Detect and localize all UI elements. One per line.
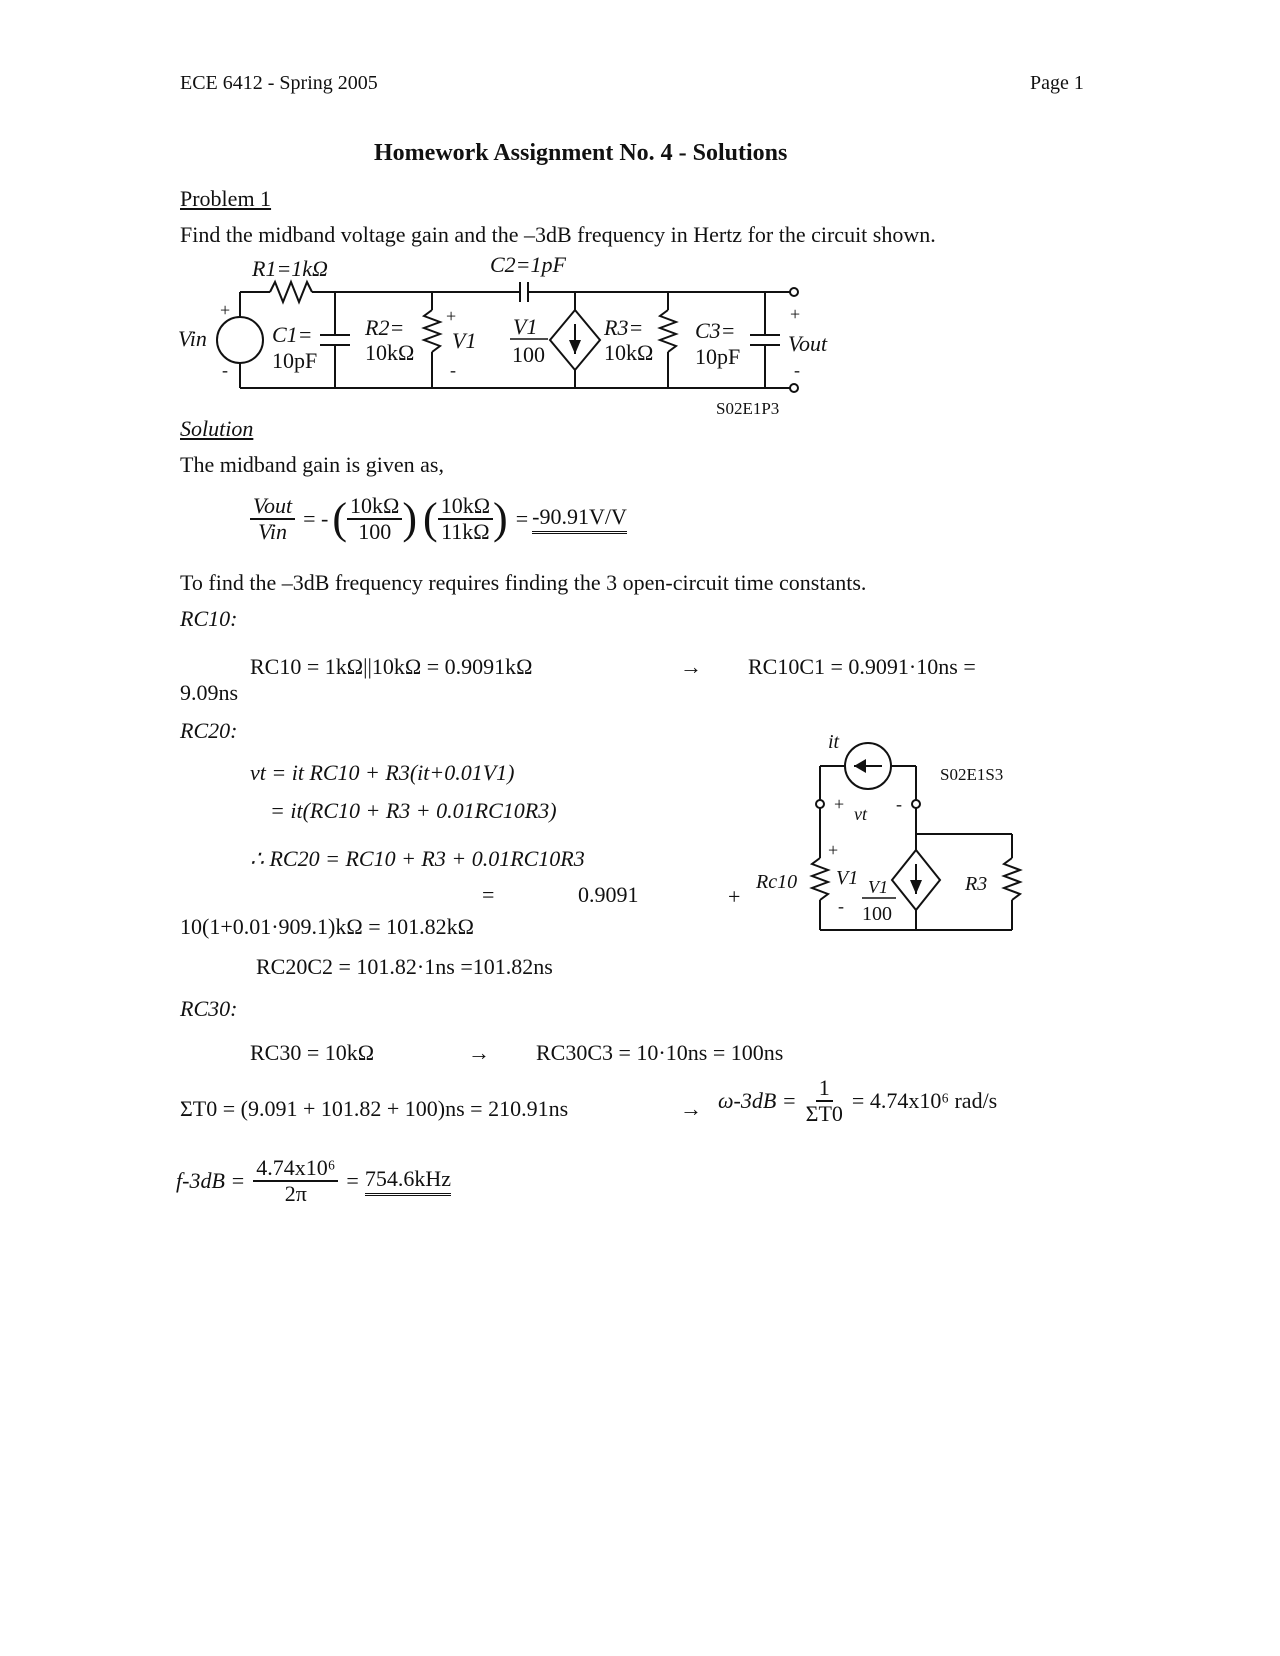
c3-label-a: C3= (695, 318, 736, 343)
gain-lhs-den: Vin (258, 519, 288, 545)
v1-label: V1 (836, 867, 859, 889)
rc20-line-2: = it(RC10 + R3 + 0.01RC10R3) (270, 798, 557, 823)
vt-minus: - (896, 794, 902, 814)
rc10-equation: RC10 = 1kΩ||10kΩ = 0.9091kΩ (250, 654, 533, 679)
c2-label: C2=1pF (490, 252, 566, 277)
vin-label: Vin (178, 326, 207, 351)
rc20-line-5: 10(1+0.01·909.1)kΩ = 101.82kΩ (180, 914, 474, 939)
paren: ( (423, 494, 438, 544)
gm-numerator: V1 (513, 314, 538, 339)
document-title: Homework Assignment No. 4 - Solutions (374, 140, 788, 166)
page-number: Page 1 (1030, 72, 1084, 94)
gain-lhs-num: Vout (250, 494, 295, 520)
midband-intro: The midband gain is given as, (180, 452, 444, 477)
rc20-line-4-value: 0.9091 (578, 882, 639, 907)
rc20-line-1: vt = it RC10 + R3(it+0.01V1) (250, 760, 515, 785)
gain-f1-den: 100 (358, 519, 392, 545)
sum-time-constants: ΣT0 = (9.091 + 101.82 + 100)ns = 210.91ns (180, 1096, 569, 1121)
gm-denominator: 100 (512, 342, 545, 367)
f3db-lhs: f-3dB = (176, 1168, 246, 1194)
v1-label: V1 (452, 328, 477, 353)
gm-numerator: V1 (868, 877, 888, 897)
f3db-eq: = (346, 1168, 359, 1194)
circuit1-id: S02E1P3 (716, 399, 780, 418)
r2-label-b: 10kΩ (365, 340, 415, 365)
rc30-equation: RC30 = 10kΩ (250, 1040, 375, 1065)
r2-label-a: R2= (365, 315, 405, 340)
rc30-arrow: → (468, 1040, 490, 1065)
paren: ( (332, 494, 348, 544)
rc20-line-4-plus: + (728, 884, 741, 909)
rc20-time-constant: RC20C2 = 101.82·1ns =101.82ns (256, 954, 553, 979)
circuit2-id: S02E1S3 (940, 765, 1004, 784)
problem-label: Problem 1 (180, 186, 272, 211)
solution-label: Solution (180, 416, 254, 441)
rc10-result: 9.09ns (180, 680, 239, 705)
rc10-label: Rc10 (756, 871, 798, 893)
c1-label-a: C1= (272, 322, 313, 347)
v1-minus: - (838, 896, 844, 916)
sum-arrow: → (680, 1096, 702, 1121)
f3db-num: 4.74x10⁶ (253, 1156, 338, 1182)
paren: ) (493, 494, 508, 544)
vt-label: vt (854, 804, 867, 824)
it-label: it (828, 731, 840, 753)
rc30-label: RC30: (180, 996, 238, 1021)
paren: ) (402, 494, 418, 544)
gain-f1-num: 10kΩ (347, 494, 402, 520)
rc30-time-constant: RC30C3 = 10·10ns = 100ns (536, 1040, 784, 1065)
gain-f2-num: 10kΩ (438, 494, 493, 520)
v1-plus: + (828, 840, 839, 860)
vout-minus: - (794, 360, 800, 380)
vout-plus: + (790, 304, 801, 324)
gain-eq-sign: = - (303, 506, 329, 532)
omega-lhs: ω-3dB = (718, 1088, 797, 1114)
rc20-line-4-eq: = (482, 882, 495, 907)
omega-equation (718, 1076, 997, 1126)
circuit-diagram-1 (170, 250, 850, 420)
rc20-label: RC20: (180, 718, 238, 743)
f3db-result: 754.6kHz (365, 1166, 451, 1196)
r3-label-a: R3= (604, 315, 644, 340)
course-header: ECE 6412 - Spring 2005 (180, 72, 378, 94)
rc10-arrow: → (680, 654, 702, 679)
rc10-label: RC10: (180, 606, 238, 631)
v1-minus: - (450, 360, 456, 380)
vin-plus: + (220, 300, 231, 320)
r1-label: R1=1kΩ (252, 256, 328, 281)
omega-num: 1 (816, 1076, 833, 1102)
gm-denominator: 100 (862, 903, 892, 925)
r3-label-b: 10kΩ (604, 340, 654, 365)
omega-result: = 4.74x10⁶ rad/s (851, 1088, 998, 1114)
omega-den: ΣT0 (805, 1101, 843, 1127)
v1-plus: + (446, 306, 457, 326)
rc20-line-3: ∴ RC20 = RC10 + R3 + 0.01RC10R3 (250, 846, 585, 871)
vt-plus: + (834, 794, 845, 814)
time-constant-intro: To find the –3dB frequency requires finding the 3 open-circuit time constants. (180, 570, 867, 595)
vin-minus: - (222, 360, 228, 380)
vout-label: Vout (788, 331, 828, 356)
gain-result: -90.91V/V (532, 504, 627, 534)
rc10-time-constant: RC10C1 = 0.9091·10ns = (748, 654, 976, 679)
circuit-diagram-2 (750, 730, 1080, 950)
r3-label: R3 (965, 873, 988, 895)
gain-f2-den: 11kΩ (441, 519, 490, 545)
problem-statement: Find the midband voltage gain and the –3dB frequency in Hertz for the circuit shown. (180, 222, 936, 247)
gain-result-eq: = (515, 506, 529, 532)
f3db-den: 2π (284, 1181, 307, 1207)
c1-label-b: 10pF (272, 348, 318, 373)
gain-equation (250, 494, 627, 544)
c3-label-b: 10pF (695, 344, 741, 369)
f3db-equation (176, 1156, 451, 1206)
